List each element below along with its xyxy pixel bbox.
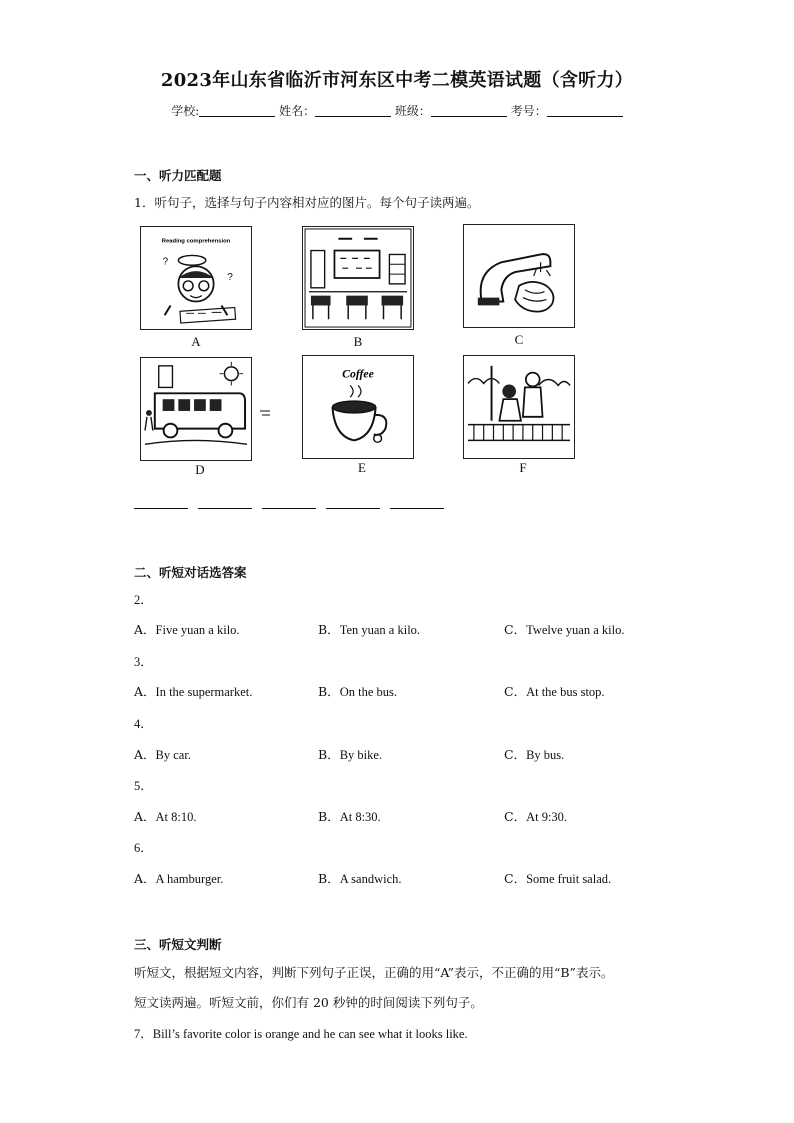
q2-option-b[interactable]: B．Ten yuan a kilo.: [318, 622, 421, 637]
question-5-number: 5．: [134, 779, 153, 793]
q5-option-b[interactable]: B．At 8:30.: [318, 809, 381, 824]
picture-e-coffee: [302, 355, 414, 459]
question-7: 7．Bill’s favorite color is orange and he can see what it looks like.: [134, 1027, 468, 1041]
class-label: 班级：: [394, 104, 431, 118]
picture-e-caption: Coffee: [342, 367, 374, 381]
picture-d-label: D: [195, 462, 205, 477]
answer-blank-1[interactable]: [134, 508, 188, 509]
q2-option-a[interactable]: A．Five yuan a kilo.: [134, 622, 240, 637]
student-info-line: [0, 102, 794, 119]
question-1: 1．听句子，选择与句子内容相对应的图片。每个句子读两遍。: [134, 195, 480, 210]
answer-blank-3[interactable]: [262, 508, 316, 509]
svg-text:?: ?: [162, 256, 169, 268]
speed-lines-decoration: [258, 408, 272, 421]
q6-option-c[interactable]: C．Some fruit salad.: [504, 871, 612, 886]
q3-option-b[interactable]: B．On the bus.: [318, 684, 397, 699]
question-6-number: 6．: [134, 841, 153, 855]
svg-text:?: ?: [227, 271, 233, 283]
picture-a-reading: [140, 226, 252, 330]
class-field[interactable]: [431, 104, 507, 117]
picture-c-washing-hands: [463, 224, 575, 328]
section1-heading: 一、听力匹配题: [134, 168, 222, 183]
picture-b-label: B: [353, 334, 363, 349]
picture-a-label: A: [191, 334, 201, 349]
name-field[interactable]: [315, 104, 391, 117]
exam-no-label: 考号：: [510, 104, 547, 118]
q4-option-b[interactable]: B．By bike.: [318, 747, 383, 762]
q4-option-a[interactable]: A．By car.: [134, 747, 191, 762]
picture-d-bus: [140, 357, 252, 461]
section3-instruction-1: 听短文，根据短文内容，判断下列句子正误，正确的用“A”表示，不正确的用“B”表示。: [134, 965, 614, 980]
picture-f-helping: [463, 355, 575, 459]
answer-blank-4[interactable]: [326, 508, 380, 509]
section3-instruction-2: 短文读两遍。听短文前，你们有 20 秒钟的时间阅读下列句子。: [134, 995, 483, 1010]
page-title: 2023年山东省临沂市河东区中考二模英语试题（含听力）: [160, 70, 634, 91]
picture-e-label: E: [358, 460, 366, 475]
answer-blank-2[interactable]: [198, 508, 252, 509]
q3-option-c[interactable]: C．At the bus stop.: [504, 684, 605, 699]
question-3-number: 3．: [134, 655, 153, 669]
q5-option-c[interactable]: C．At 9:30.: [504, 809, 568, 824]
q2-option-c[interactable]: C．Twelve yuan a kilo.: [504, 622, 625, 637]
q4-option-c[interactable]: C．By bus.: [504, 747, 565, 762]
exam-no-field[interactable]: [547, 104, 623, 117]
section2-heading: 二、听短对话选答案: [134, 565, 247, 580]
section3-heading: 三、听短文判断: [134, 937, 222, 952]
school-label: 学校:: [171, 104, 200, 118]
picture-b-classroom: [302, 226, 414, 330]
q6-option-b[interactable]: B．A sandwich.: [318, 871, 402, 886]
q5-option-a[interactable]: A．At 8:10.: [134, 809, 197, 824]
q3-option-a[interactable]: A．In the supermarket.: [134, 684, 253, 699]
name-label: 姓名：: [279, 104, 316, 118]
school-field[interactable]: [199, 104, 275, 117]
picture-f-label: F: [519, 460, 527, 475]
picture-a-caption: Reading comprehension: [161, 238, 231, 245]
answer-blank-5[interactable]: [390, 508, 444, 509]
q6-option-a[interactable]: A．A hamburger.: [134, 871, 224, 886]
question-2-number: 2．: [134, 593, 153, 607]
picture-c-label: C: [514, 332, 524, 347]
question-4-number: 4．: [134, 717, 153, 731]
